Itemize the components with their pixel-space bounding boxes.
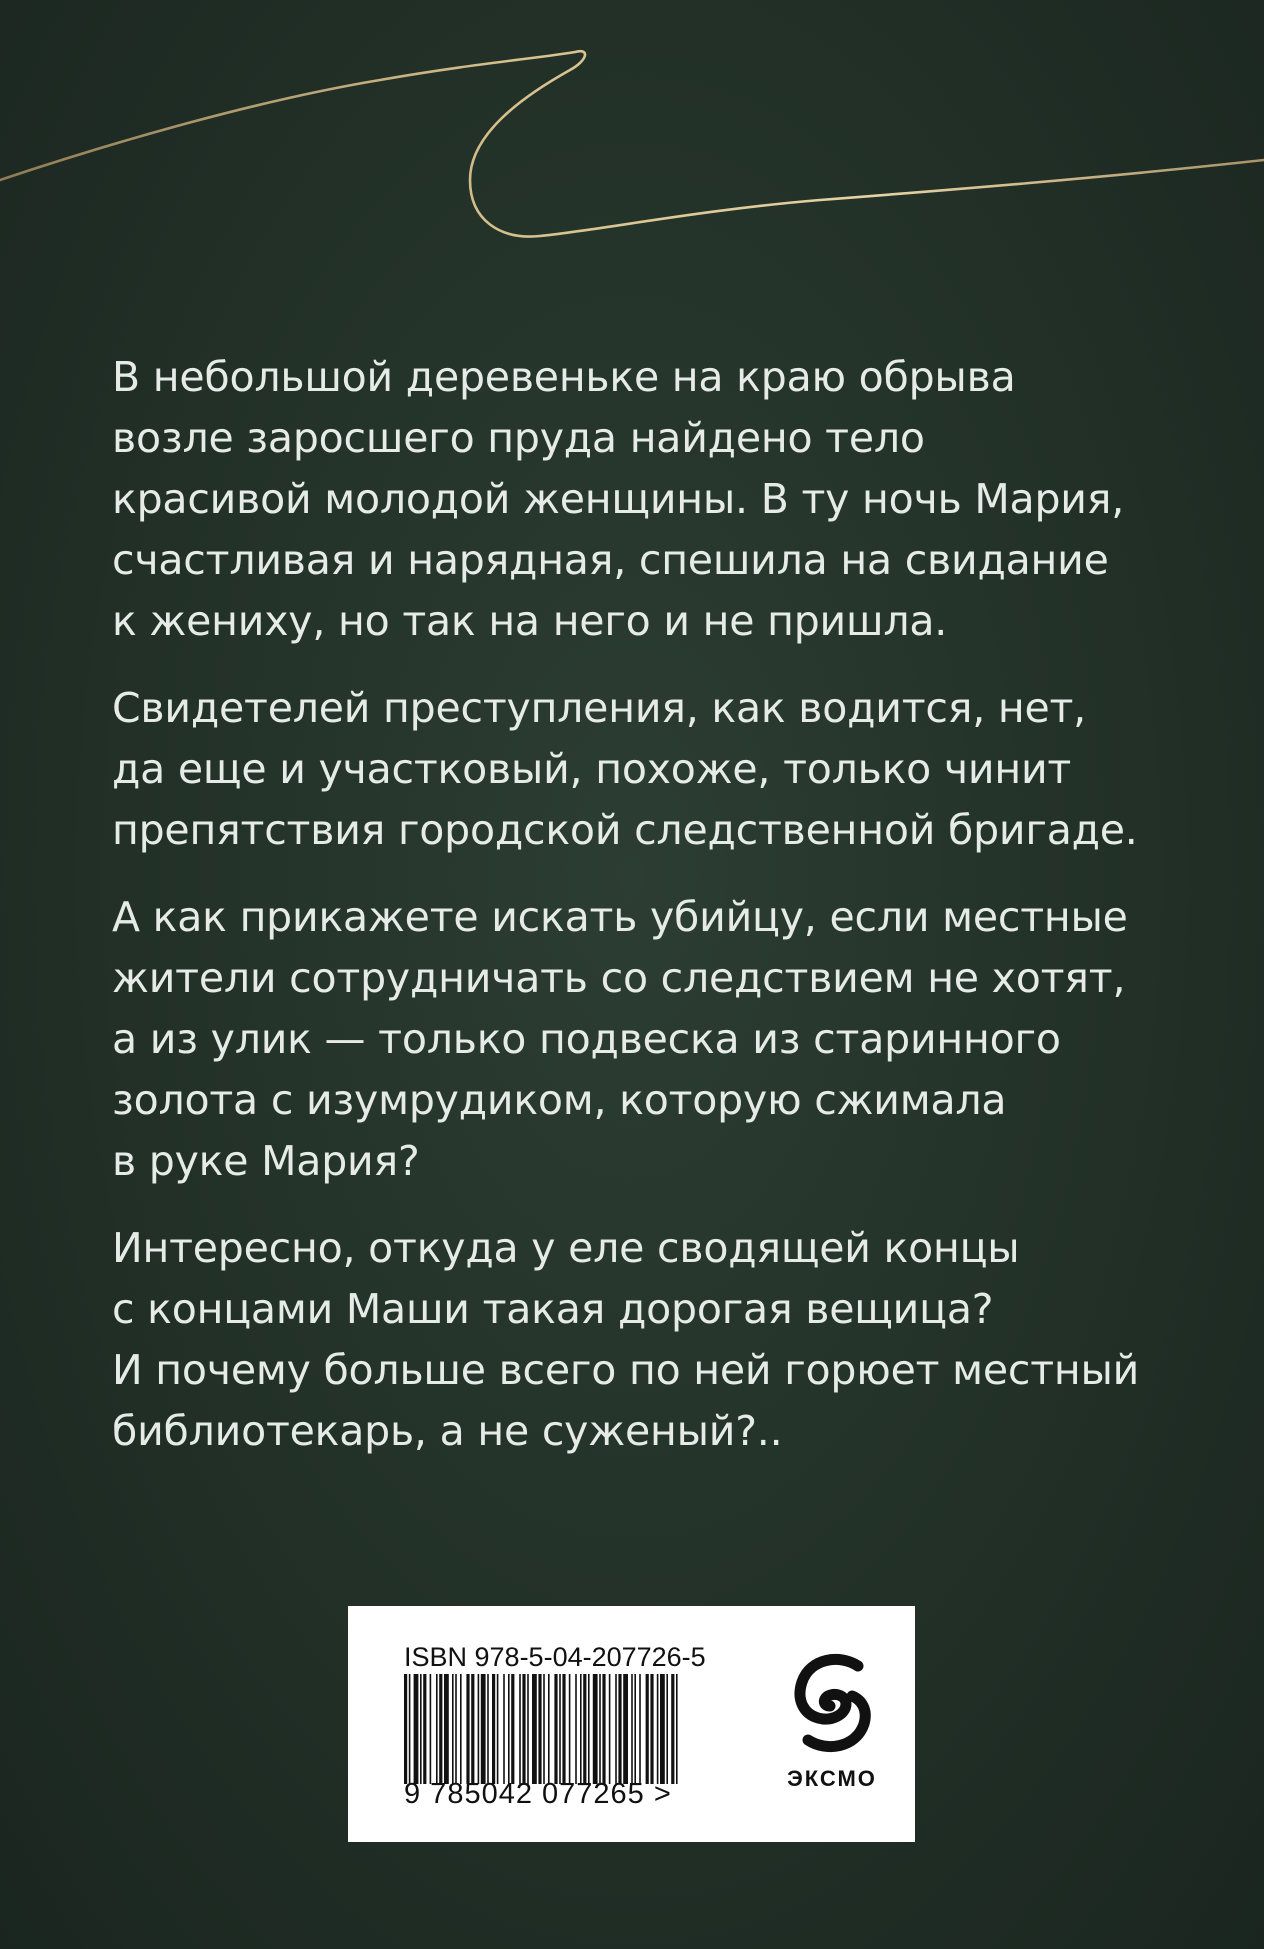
annotation-paragraph: Свидетелей преступления, как водится, нет, да еще и участковый, похоже, только чинит препятствия городской следственной бригаде. [112,684,1138,854]
barcode-icon [404,1674,684,1784]
eksmo-logo-icon [788,1648,878,1758]
barcode-digits: 9 785042 077265 > [404,1778,672,1810]
annotation-paragraph: В небольшой деревеньке на краю обрыва возле заросшего пруда найдено тело красивой молодой женщины. В ту ночь Мария, счастливая и нарядная, спешила на свидание к жениху, но так на него и не пришла. [112,353,1125,645]
annotation-paragraph: А как прикажете искать убийцу, если местные жители сотрудничать со следствием не хотят, а из улик — только подвеска из старинного золота с изумрудиком, которую сжимала в руке Мария? [112,893,1128,1185]
publisher-name: ЭКСМО [787,1766,877,1791]
gold-flourish-ornament [0,0,1264,270]
book-annotation [112,347,1172,1488]
isbn-number: ISBN 978-5-04-207726-5 [404,1642,706,1672]
annotation-paragraph: Интересно, откуда у еле сводящей концы с концами Маши такая дорогая вещица? И почему больше всего по ней горюет местный библиотекарь, а не суженый?.. [112,1224,1140,1455]
isbn-barcode-label [348,1606,915,1842]
